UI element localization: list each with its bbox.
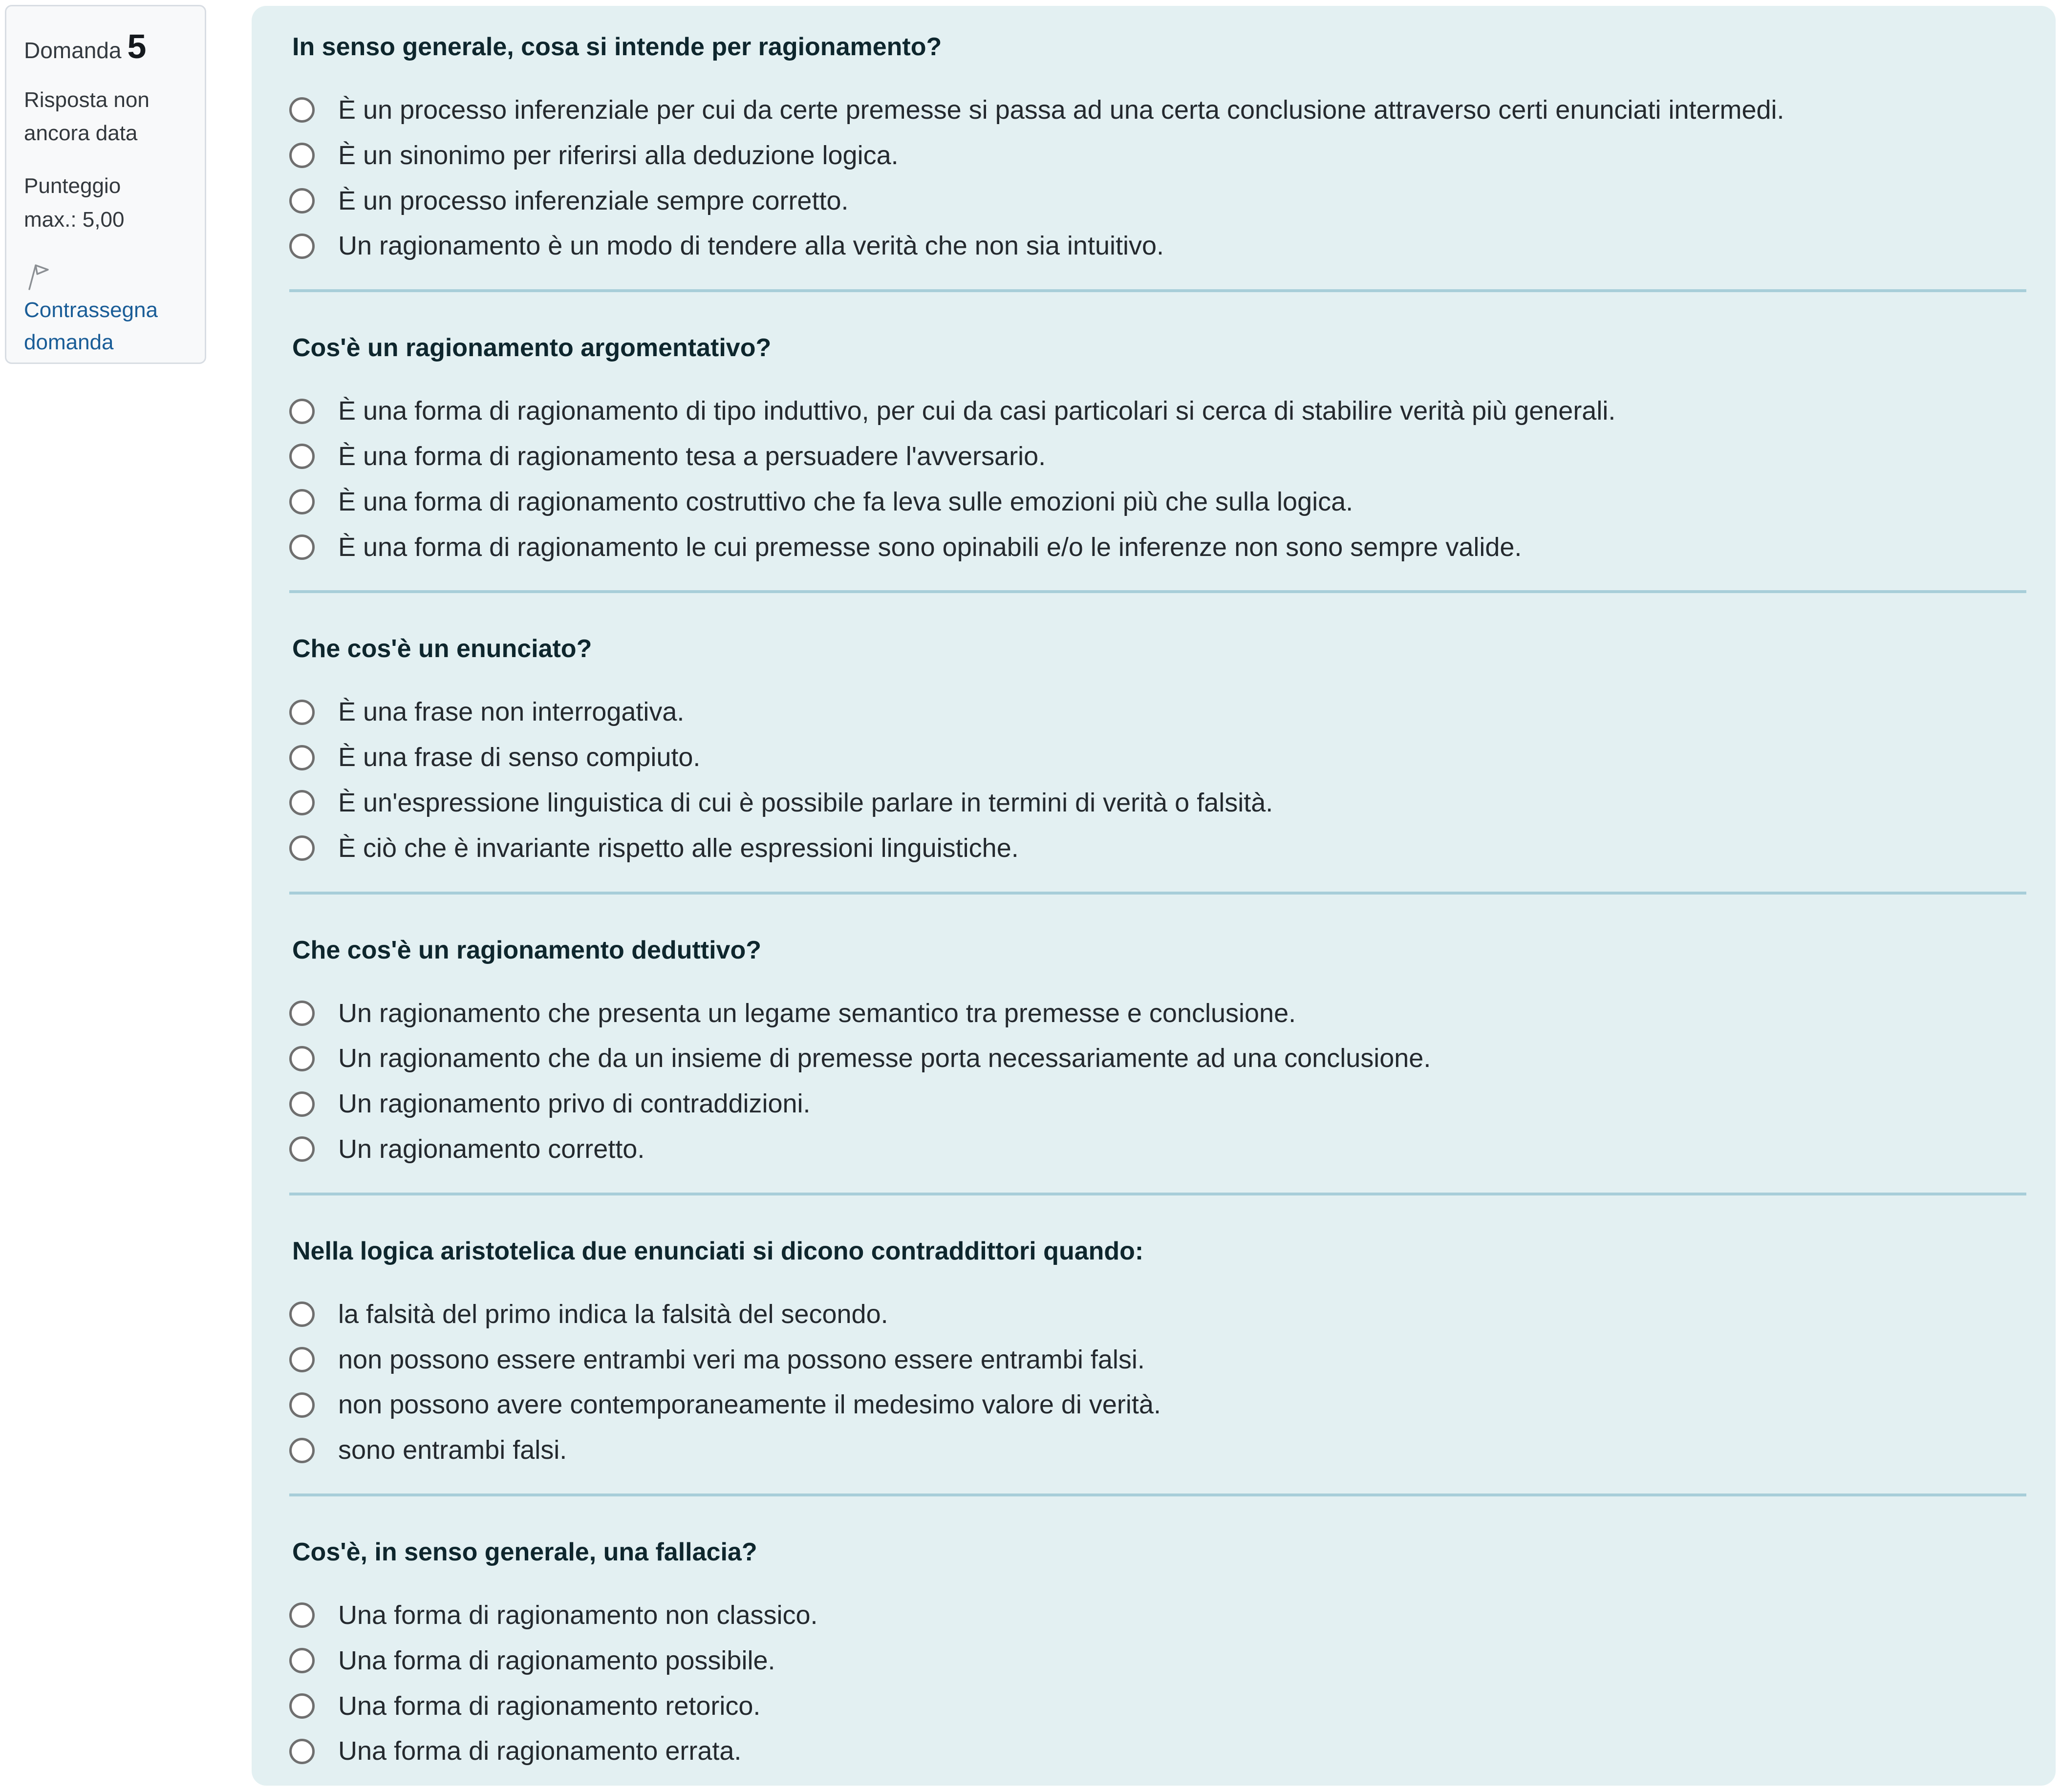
radio-button[interactable] [289,1693,315,1719]
radio-button[interactable] [289,1602,315,1628]
answer-option[interactable] [289,94,2026,126]
answer-option[interactable] [289,696,2026,728]
answer-option[interactable] [289,832,2026,864]
answer-option-label: È una forma di ragionamento le cui premesse sono opinabili e/o le inferenze non sono sempre valide. [338,532,1522,562]
answer-option-label: È un'espressione linguistica di cui è possibile parlare in termini di verità o falsità. [338,788,1273,817]
question-block [289,332,2026,563]
radio-button[interactable] [289,835,315,861]
answer-option-label: È una forma di ragionamento tesa a persuadere l'avversario. [338,441,1046,471]
radio-button[interactable] [289,700,315,725]
radio-button[interactable] [289,745,315,770]
radio-button[interactable] [289,97,315,123]
radio-button[interactable] [289,1301,315,1327]
answer-option[interactable] [289,787,2026,819]
question-title: Cos'è un ragionamento argomentativo? [292,334,772,363]
radio-button[interactable] [289,1136,315,1162]
answer-option-label: Una forma di ragionamento errata. [338,1736,742,1766]
answer-option-label: È una forma di ragionamento di tipo induttivo, per cui da casi particolari si cerca di stabilire verità più generali. [338,396,1616,426]
question-title: Cos'è, in senso generale, una fallacia? [292,1537,757,1566]
question-label: Domanda [24,38,122,63]
answer-option-label: È un sinonimo per riferirsi alla deduzione logica. [338,140,899,170]
max-points: Punteggio max.: 5,00 [24,174,125,232]
answer-option-label: Una forma di ragionamento non classico. [338,1600,818,1630]
answer-option[interactable] [289,395,2026,427]
answer-option[interactable] [289,140,2026,171]
answer-option-label: Una forma di ragionamento possibile. [338,1645,775,1675]
radio-button[interactable] [289,534,315,560]
question-title: Che cos'è un enunciato? [292,635,592,663]
question-info-card [5,5,206,364]
question-divider [289,1493,2026,1496]
answer-option-label: Un ragionamento privo di contraddizioni. [338,1089,811,1119]
answer-option-label: Un ragionamento corretto. [338,1134,645,1164]
answer-option[interactable] [289,1600,2026,1631]
answer-option[interactable] [289,441,2026,472]
radio-button[interactable] [289,1091,315,1117]
question-block [289,935,2026,1165]
question-divider [289,892,2026,895]
answer-option-label: È una forma di ragionamento costruttivo che fa leva sulle emozioni più che sulla logica. [338,487,1353,516]
answer-option[interactable] [289,486,2026,518]
quiz-panel [252,6,2056,1786]
answer-option[interactable] [289,1735,2026,1767]
answer-option[interactable] [289,1043,2026,1074]
answer-option[interactable] [289,1389,2026,1421]
question-number-row [24,26,187,67]
answer-option[interactable] [289,998,2026,1029]
radio-button[interactable] [289,1648,315,1673]
radio-button[interactable] [289,790,315,815]
question-divider [289,289,2026,292]
flag-block [24,262,187,359]
answer-option[interactable] [289,1299,2026,1330]
radio-button[interactable] [289,188,315,213]
answer-option[interactable] [289,1088,2026,1120]
question-divider [289,1193,2026,1195]
answer-option-label: Un ragionamento è un modo di tendere alla verità che non sia intuitivo. [338,231,1164,261]
answer-option-label: È un processo inferenziale sempre corretto. [338,186,849,215]
flag-question-link[interactable]: Contrassegna domanda [24,298,158,354]
answer-option-label: È un processo inferenziale per cui da certe premesse si passa ad una certa conclusione attraverso certi enunciati intermedi. [338,95,1784,125]
question-title: Che cos'è un ragionamento deduttivo? [292,936,761,964]
answer-option-label: la falsità del primo indica la falsità del secondo. [338,1299,888,1329]
radio-button[interactable] [289,1347,315,1372]
question-block [289,1536,2026,1767]
question-number: 5 [127,27,147,65]
radio-button[interactable] [289,1001,315,1026]
radio-button[interactable] [289,234,315,259]
answer-option[interactable] [289,185,2026,217]
question-divider [289,590,2026,593]
question-title: Nella logica aristotelica due enunciati si dicono contraddittori quando: [292,1237,1144,1265]
answer-option[interactable] [289,1434,2026,1466]
answer-option-label: Un ragionamento che presenta un legame semantico tra premesse e conclusione. [338,998,1296,1028]
answer-option[interactable] [289,1344,2026,1376]
answer-status: Risposta non ancora data [24,88,150,146]
radio-button[interactable] [289,489,315,514]
question-title: In senso generale, cosa si intende per ragionamento? [292,33,942,61]
answer-option[interactable] [289,230,2026,262]
answer-option-label: Una forma di ragionamento retorico. [338,1691,761,1721]
answer-option[interactable] [289,532,2026,563]
radio-button[interactable] [289,399,315,424]
answer-option-label: non possono avere contemporaneamente il medesimo valore di verità. [338,1390,1161,1420]
flag-icon [24,262,51,291]
answer-option-label: non possono essere entrambi veri ma possono essere entrambi falsi. [338,1344,1145,1374]
question-block [289,31,2026,262]
answer-option-label: È una frase non interrogativa. [338,697,685,727]
answer-option-label: È ciò che è invariante rispetto alle espressioni linguistiche. [338,833,1019,863]
answer-option[interactable] [289,742,2026,773]
question-block [289,1236,2026,1466]
question-block [289,633,2026,864]
questions-list [289,31,2026,1767]
answer-option-label: È una frase di senso compiuto. [338,743,701,772]
answer-option-label: sono entrambi falsi. [338,1435,567,1465]
answer-option[interactable] [289,1645,2026,1677]
radio-button[interactable] [289,143,315,168]
answer-option[interactable] [289,1690,2026,1722]
radio-button[interactable] [289,1392,315,1418]
radio-button[interactable] [289,444,315,469]
radio-button[interactable] [289,1046,315,1071]
radio-button[interactable] [289,1739,315,1764]
answer-option[interactable] [289,1133,2026,1165]
answer-option-label: Un ragionamento che da un insieme di premesse porta necessariamente ad una conclusione. [338,1044,1431,1073]
radio-button[interactable] [289,1438,315,1463]
